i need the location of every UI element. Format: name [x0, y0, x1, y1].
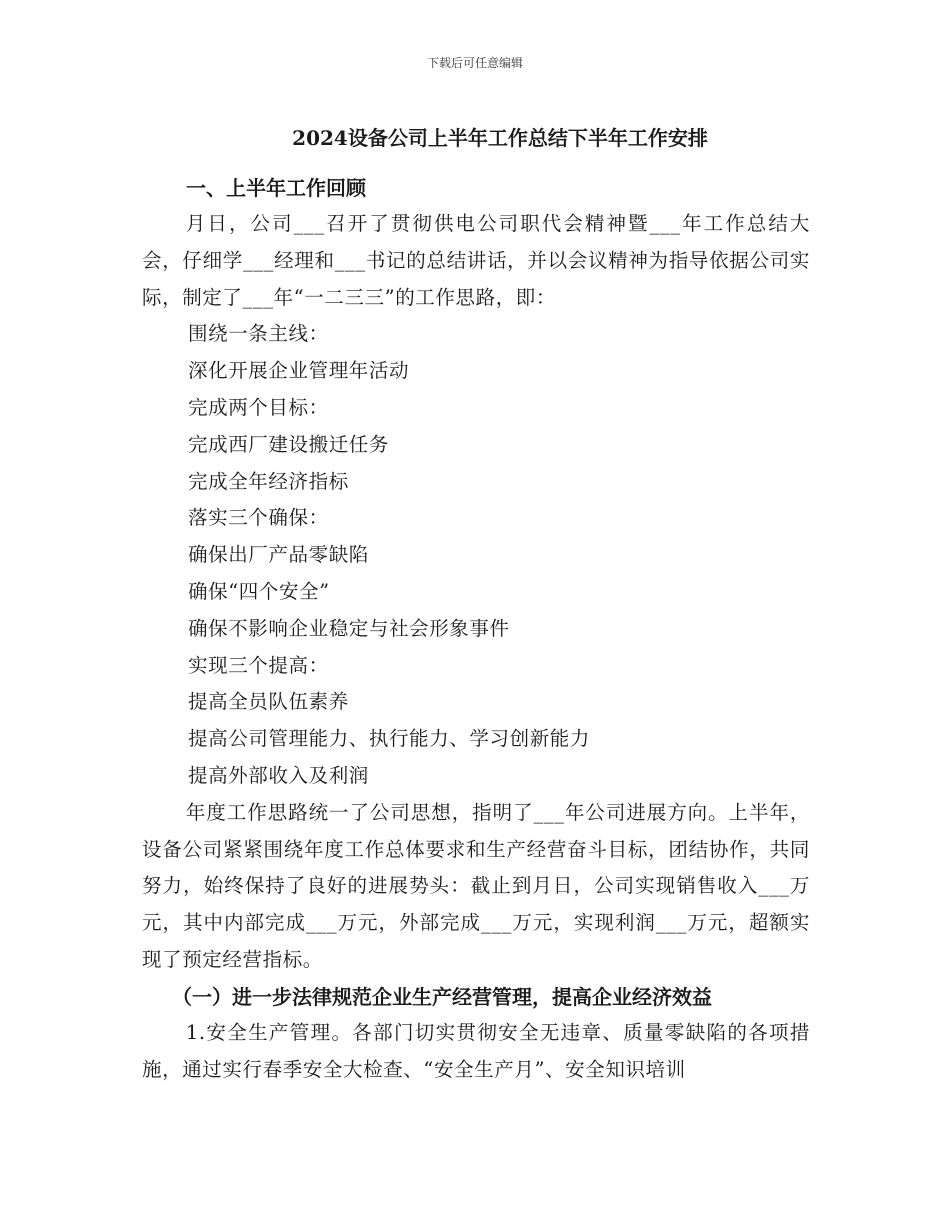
- document-title: 2024设备公司上半年工作总结下半年工作安排: [292, 126, 708, 150]
- list-item: 完成全年经济指标: [188, 469, 349, 493]
- paragraph-summary: 年度工作思路统一了公司思想，指明了___年公司进展方向。上半年，设备公司紧紧围绕年度工作总体要求和生产经营奋斗目标，团结协作，共同努力，始终保持了良好的进展势头：截止到月日，公司实现销售收入___万元，其中内部完成___万元，外部完成___万元，实现利润___万元，超额实现了预定经营指标。: [142, 800, 810, 971]
- list-item: 提高公司管理能力、执行能力、学习创新能力: [188, 727, 591, 751]
- list-item: 实现三个提高：: [188, 653, 329, 677]
- list-item: 确保“四个安全”: [188, 579, 330, 603]
- list-item: 完成西厂建设搬迁任务: [188, 432, 390, 456]
- list-item: 确保不影响企业稳定与社会形象事件: [188, 616, 510, 640]
- paragraph-intro: 月日，公司___召开了贯彻供电公司职代会精神暨___年工作总结大会，仔细学___经理和___书记的总结讲话，并以会议精神为指导依据公司实际，制定了___年“一二三三”的工作思路，即：: [142, 212, 810, 309]
- header-note: 下载后可任意编辑: [426, 56, 523, 70]
- paragraph-safety: 1.安全生产管理。各部门切实贯彻安全无违章、质量零缺陷的各项措施，通过实行春季安全大检查、“安全生产月”、安全知识培训: [142, 1020, 810, 1081]
- list-item: 深化开展企业管理年活动: [188, 359, 410, 383]
- list-item: 落实三个确保：: [188, 506, 329, 530]
- list-item: 确保出厂产品零缺陷: [188, 543, 369, 567]
- document-body: [142, 118, 810, 1088]
- list-item: 围绕一条主线：: [188, 322, 329, 346]
- list-item: 提高全员队伍素养: [188, 690, 349, 714]
- subsection-heading-management: （一）进一步法律规范企业生产经营管理，提高企业经济效益: [172, 984, 712, 1009]
- list-item: 完成两个目标：: [188, 395, 329, 419]
- section-heading-review: 一、上半年工作回顾: [186, 176, 366, 200]
- list-item: 提高外部收入及利润: [188, 763, 369, 787]
